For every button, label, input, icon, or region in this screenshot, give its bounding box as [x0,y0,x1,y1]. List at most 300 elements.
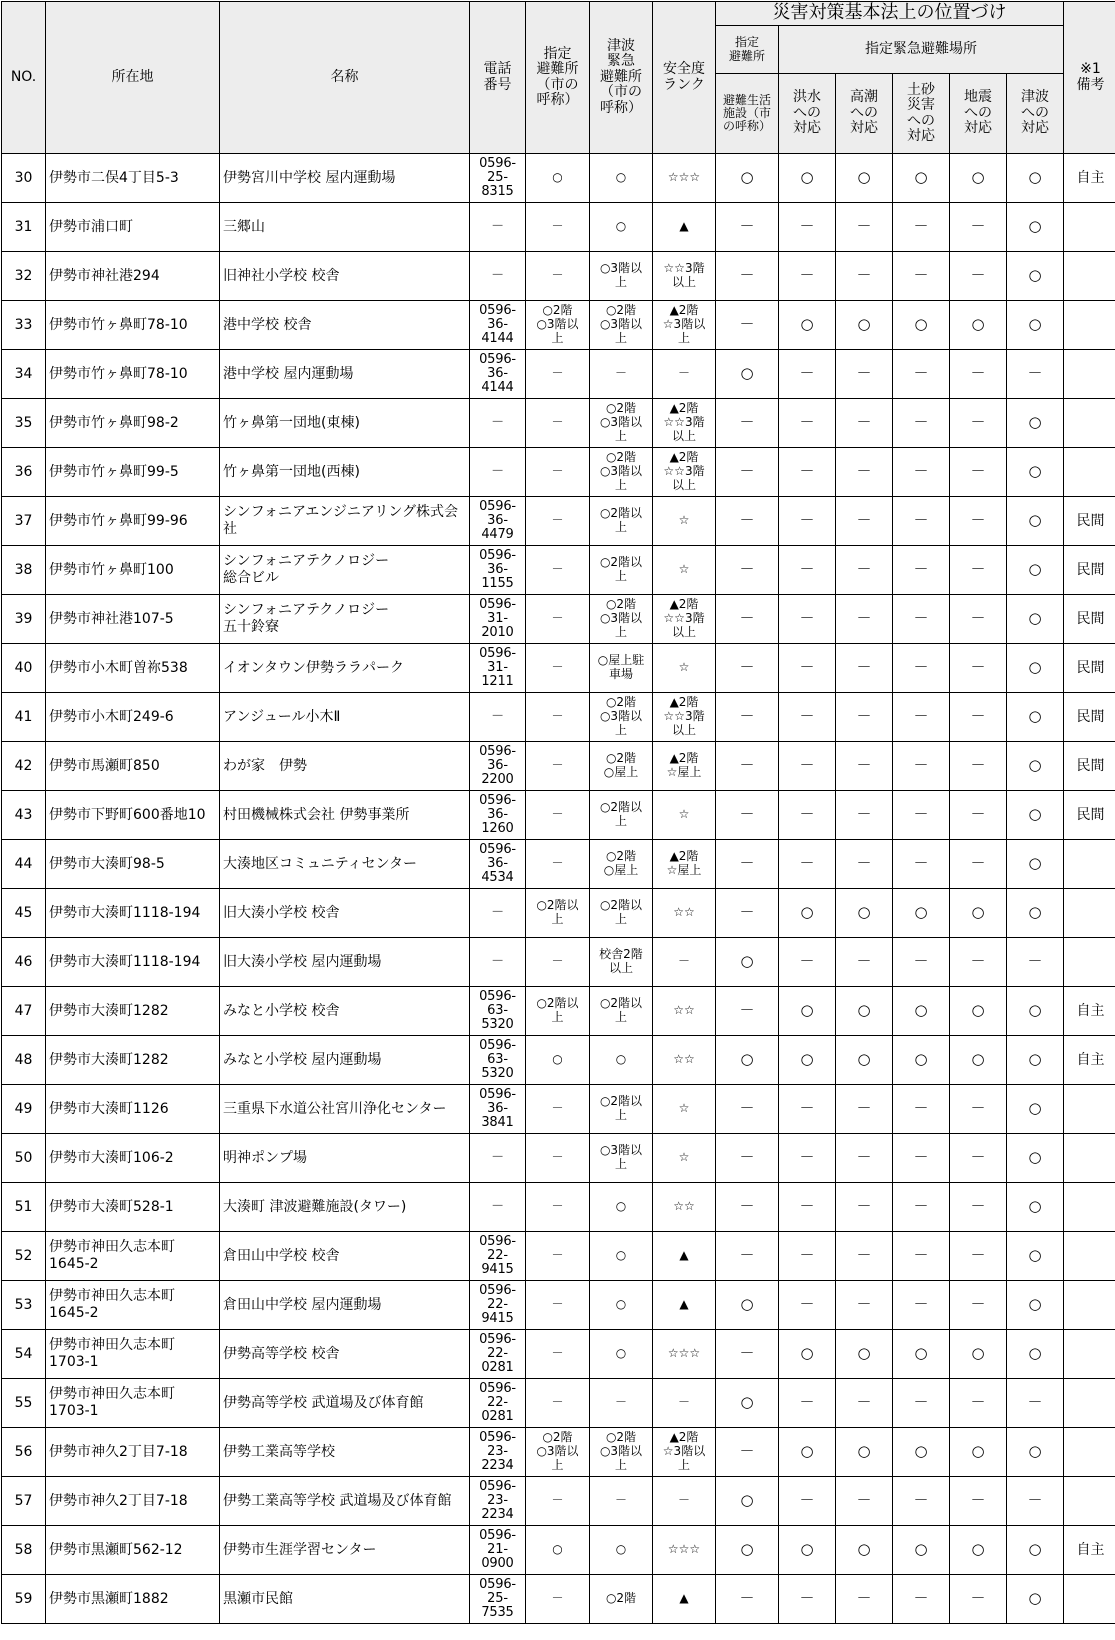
cell-notes: 民間 [1064,497,1115,546]
cell-landslide: － [893,644,950,693]
cell-tsunami-emergency: ○ [590,154,653,203]
cell-storm-surge: － [836,203,893,252]
cell-tsunami-emergency: ○ [590,1036,653,1085]
cell-safety-rank: ☆☆ [653,1036,716,1085]
cell-name: 伊勢高等学校 校舎 [220,1330,470,1379]
cell-earthquake: － [950,1575,1007,1624]
cell-flood: － [779,448,836,497]
cell-flood: － [779,1477,836,1526]
cell-tsunami-emergency: ○2階 ○屋上 [590,840,653,889]
cell-location: 伊勢市神田久志本町 1703-1 [46,1379,220,1428]
cell-name: 倉田山中学校 屋内運動場 [220,1281,470,1330]
cell-phone: 0596- 21- 0900 [470,1526,526,1575]
cell-no: 36 [2,448,46,497]
table-header [2,2,1115,154]
table-row [2,987,1115,1036]
table-row [2,1134,1115,1183]
cell-phone: － [470,693,526,742]
cell-living-facility: － [716,1330,779,1379]
table-row [2,1575,1115,1624]
table-row [2,938,1115,987]
cell-earthquake: － [950,203,1007,252]
cell-living-facility: ○ [716,1379,779,1428]
cell-name: 倉田山中学校 校舎 [220,1232,470,1281]
table-row [2,1526,1115,1575]
cell-name: 港中学校 校舎 [220,301,470,350]
cell-no: 30 [2,154,46,203]
cell-designated-shelter: － [526,448,590,497]
cell-name: 旧神社小学校 校舎 [220,252,470,301]
cell-notes: 民間 [1064,742,1115,791]
cell-notes: 自主 [1064,1036,1115,1085]
cell-location: 伊勢市小木町249-6 [46,693,220,742]
header-name: 名称 [220,2,470,154]
cell-no: 38 [2,546,46,595]
cell-phone: 0596- 23- 2234 [470,1428,526,1477]
cell-storm-surge: － [836,938,893,987]
table-row [2,693,1115,742]
cell-notes [1064,203,1115,252]
cell-location: 伊勢市馬瀬町850 [46,742,220,791]
cell-landslide: － [893,1085,950,1134]
cell-no: 50 [2,1134,46,1183]
cell-living-facility: － [716,889,779,938]
cell-notes [1064,840,1115,889]
cell-no: 31 [2,203,46,252]
cell-name: 竹ヶ鼻第一団地(西棟) [220,448,470,497]
cell-location: 伊勢市黒瀬町1882 [46,1575,220,1624]
cell-notes [1064,1575,1115,1624]
cell-tsunami: ○ [1007,644,1064,693]
cell-no: 48 [2,1036,46,1085]
cell-name: シンフォニアエンジニアリング株式会社 [220,497,470,546]
cell-storm-surge: － [836,399,893,448]
cell-earthquake: ○ [950,301,1007,350]
cell-storm-surge: ○ [836,1526,893,1575]
cell-safety-rank: ▲2階 ☆☆3階 以上 [653,693,716,742]
cell-earthquake: － [950,399,1007,448]
cell-notes: 自主 [1064,987,1115,1036]
cell-phone: 0596- 36- 1155 [470,546,526,595]
cell-phone: 0596- 36- 1260 [470,791,526,840]
cell-flood: － [779,497,836,546]
cell-notes: 自主 [1064,1526,1115,1575]
cell-safety-rank: ☆ [653,1085,716,1134]
cell-tsunami-emergency: － [590,1477,653,1526]
cell-location: 伊勢市黒瀬町562-12 [46,1526,220,1575]
table-row [2,595,1115,644]
cell-designated-shelter: － [526,1134,590,1183]
cell-notes [1064,252,1115,301]
cell-name: 大湊町 津波避難施設(タワー) [220,1183,470,1232]
cell-tsunami-emergency: ○2階 [590,1575,653,1624]
cell-earthquake: － [950,1232,1007,1281]
cell-location: 伊勢市神田久志本町 1645-2 [46,1281,220,1330]
cell-safety-rank: － [653,1477,716,1526]
cell-living-facility: － [716,840,779,889]
cell-safety-rank: ▲2階 ☆3階以 上 [653,301,716,350]
cell-landslide: ○ [893,889,950,938]
cell-name: 三郷山 [220,203,470,252]
header-law-position: 災害対策基本法上の位置づけ [716,2,1064,26]
cell-no: 55 [2,1379,46,1428]
table-row [2,546,1115,595]
cell-safety-rank: ▲2階 ☆屋上 [653,840,716,889]
cell-earthquake: － [950,1183,1007,1232]
cell-earthquake: － [950,497,1007,546]
header-emergency-evac: 指定緊急避難場所 [779,26,1064,74]
cell-designated-shelter: － [526,1477,590,1526]
cell-no: 54 [2,1330,46,1379]
cell-notes [1064,1183,1115,1232]
cell-storm-surge: － [836,1379,893,1428]
table-row [2,1232,1115,1281]
cell-no: 41 [2,693,46,742]
cell-landslide: － [893,1232,950,1281]
cell-phone: － [470,399,526,448]
cell-flood: ○ [779,987,836,1036]
cell-tsunami-emergency: ○ [590,1281,653,1330]
cell-landslide: － [893,693,950,742]
cell-tsunami: － [1007,1477,1064,1526]
cell-living-facility: － [716,546,779,595]
cell-storm-surge: － [836,497,893,546]
cell-tsunami: ○ [1007,546,1064,595]
cell-tsunami: ○ [1007,154,1064,203]
cell-tsunami: ○ [1007,742,1064,791]
cell-tsunami-emergency: ○ [590,1526,653,1575]
cell-location: 伊勢市竹ヶ鼻町78-10 [46,350,220,399]
cell-storm-surge: － [836,644,893,693]
cell-notes [1064,1134,1115,1183]
cell-living-facility: － [716,497,779,546]
cell-living-facility: － [716,1575,779,1624]
header-living-facility: 避難生活 施設（市 の呼称） [716,74,779,154]
cell-earthquake: ○ [950,1428,1007,1477]
cell-storm-surge: － [836,546,893,595]
cell-phone: 0596- 25- 8315 [470,154,526,203]
cell-flood: － [779,546,836,595]
cell-safety-rank: ▲2階 ☆☆3階 以上 [653,448,716,497]
table-row [2,448,1115,497]
cell-no: 39 [2,595,46,644]
cell-name: 竹ヶ鼻第一団地(東棟) [220,399,470,448]
cell-storm-surge: － [836,791,893,840]
cell-location: 伊勢市神田久志本町 1703-1 [46,1330,220,1379]
table-row [2,301,1115,350]
cell-tsunami-emergency: ○屋上駐 車場 [590,644,653,693]
cell-no: 37 [2,497,46,546]
cell-storm-surge: ○ [836,987,893,1036]
cell-designated-shelter: － [526,693,590,742]
cell-landslide: － [893,252,950,301]
cell-safety-rank: ☆☆3階 以上 [653,252,716,301]
cell-notes [1064,1477,1115,1526]
cell-phone: － [470,938,526,987]
table-row [2,1477,1115,1526]
cell-landslide: － [893,448,950,497]
cell-tsunami: ○ [1007,791,1064,840]
cell-no: 43 [2,791,46,840]
cell-tsunami: － [1007,938,1064,987]
cell-flood: ○ [779,889,836,938]
cell-phone: － [470,203,526,252]
cell-safety-rank: ☆☆☆ [653,154,716,203]
cell-storm-surge: － [836,693,893,742]
cell-earthquake: － [950,644,1007,693]
cell-tsunami: ○ [1007,693,1064,742]
cell-designated-shelter: ○2階 ○3階以 上 [526,1428,590,1477]
cell-living-facility: ○ [716,1036,779,1085]
cell-tsunami-emergency: ○2階以 上 [590,791,653,840]
cell-flood: － [779,1281,836,1330]
cell-no: 47 [2,987,46,1036]
cell-name: 伊勢高等学校 武道場及び体育館 [220,1379,470,1428]
cell-landslide: － [893,938,950,987]
header-landslide: 土砂 災害 への 対応 [893,74,950,154]
cell-landslide: － [893,1183,950,1232]
cell-location: 伊勢市二俣4丁目5-3 [46,154,220,203]
cell-tsunami: ○ [1007,1036,1064,1085]
cell-living-facility: － [716,301,779,350]
cell-earthquake: － [950,693,1007,742]
cell-landslide: － [893,546,950,595]
cell-safety-rank: － [653,1379,716,1428]
cell-tsunami: ○ [1007,595,1064,644]
cell-tsunami: ○ [1007,1428,1064,1477]
cell-landslide: － [893,497,950,546]
cell-landslide: ○ [893,1526,950,1575]
table-row [2,1183,1115,1232]
cell-earthquake: － [950,1134,1007,1183]
cell-designated-shelter: － [526,1085,590,1134]
cell-notes: 民間 [1064,644,1115,693]
cell-location: 伊勢市竹ヶ鼻町100 [46,546,220,595]
cell-storm-surge: － [836,1477,893,1526]
cell-landslide: ○ [893,987,950,1036]
cell-storm-surge: － [836,252,893,301]
cell-name: 黒瀬市民館 [220,1575,470,1624]
cell-flood: － [779,1232,836,1281]
cell-location: 伊勢市竹ヶ鼻町78-10 [46,301,220,350]
cell-landslide: － [893,595,950,644]
table-row [2,644,1115,693]
cell-name: 明神ポンプ場 [220,1134,470,1183]
cell-flood: － [779,644,836,693]
cell-safety-rank: ▲ [653,1281,716,1330]
cell-storm-surge: ○ [836,1428,893,1477]
cell-location: 伊勢市浦口町 [46,203,220,252]
cell-flood: － [779,1575,836,1624]
cell-tsunami: ○ [1007,301,1064,350]
cell-earthquake: ○ [950,1036,1007,1085]
cell-tsunami-emergency: － [590,1379,653,1428]
header-storm-surge: 高潮 への 対応 [836,74,893,154]
cell-landslide: ○ [893,1330,950,1379]
evacuation-shelter-table [1,1,1115,1624]
cell-no: 56 [2,1428,46,1477]
cell-earthquake: － [950,448,1007,497]
cell-earthquake: ○ [950,987,1007,1036]
cell-storm-surge: － [836,1183,893,1232]
cell-phone: 0596- 36- 4479 [470,497,526,546]
cell-living-facility: － [716,1134,779,1183]
cell-notes [1064,399,1115,448]
cell-living-facility: － [716,987,779,1036]
cell-phone: 0596- 63- 5320 [470,987,526,1036]
cell-no: 40 [2,644,46,693]
header-safety-rank: 安全度 ランク [653,2,716,154]
cell-designated-shelter: － [526,399,590,448]
cell-storm-surge: － [836,1575,893,1624]
cell-landslide: － [893,1281,950,1330]
cell-living-facility: ○ [716,938,779,987]
cell-landslide: － [893,1134,950,1183]
cell-tsunami: ○ [1007,889,1064,938]
table-row [2,742,1115,791]
cell-phone: － [470,448,526,497]
cell-location: 伊勢市大湊町98-5 [46,840,220,889]
cell-earthquake: － [950,1085,1007,1134]
cell-landslide: ○ [893,1036,950,1085]
cell-tsunami: ○ [1007,1330,1064,1379]
cell-earthquake: － [950,350,1007,399]
cell-storm-surge: ○ [836,1330,893,1379]
table-row [2,1330,1115,1379]
cell-tsunami-emergency: ○ [590,1183,653,1232]
cell-earthquake: － [950,252,1007,301]
cell-tsunami: ○ [1007,252,1064,301]
cell-tsunami-emergency: ○2階 ○3階以 上 [590,595,653,644]
cell-tsunami-emergency: ○3階以 上 [590,252,653,301]
cell-flood: ○ [779,1526,836,1575]
cell-flood: － [779,203,836,252]
cell-tsunami-emergency: ○2階 ○3階以 上 [590,399,653,448]
cell-tsunami: ○ [1007,1526,1064,1575]
cell-living-facility: － [716,644,779,693]
cell-tsunami-emergency: ○ [590,203,653,252]
cell-designated-shelter: ○2階以 上 [526,889,590,938]
cell-designated-shelter: － [526,742,590,791]
cell-name: シンフォニアテクノロジー 五十鈴寮 [220,595,470,644]
cell-notes [1064,350,1115,399]
cell-no: 51 [2,1183,46,1232]
cell-safety-rank: ▲2階 ☆3階以 上 [653,1428,716,1477]
cell-tsunami-emergency: ○2階 ○3階以 上 [590,448,653,497]
cell-living-facility: － [716,1183,779,1232]
cell-no: 53 [2,1281,46,1330]
cell-flood: － [779,252,836,301]
cell-earthquake: ○ [950,889,1007,938]
header-designated-shelter: 指定 避難所 （市の 呼称） [526,2,590,154]
table-row [2,840,1115,889]
cell-designated-shelter: － [526,1232,590,1281]
cell-flood: － [779,350,836,399]
cell-safety-rank: ▲ [653,1232,716,1281]
cell-safety-rank: ▲ [653,203,716,252]
cell-tsunami: ○ [1007,1281,1064,1330]
table-row [2,252,1115,301]
cell-phone: 0596- 22- 9415 [470,1281,526,1330]
header-location: 所在地 [46,2,220,154]
cell-name: 伊勢工業高等学校 武道場及び体育館 [220,1477,470,1526]
cell-storm-surge: ○ [836,889,893,938]
cell-storm-surge: － [836,742,893,791]
cell-tsunami-emergency: ○2階 ○屋上 [590,742,653,791]
cell-earthquake: － [950,938,1007,987]
cell-safety-rank: ☆ [653,1134,716,1183]
cell-phone: 0596- 22- 9415 [470,1232,526,1281]
cell-name: アンジュール小木Ⅱ [220,693,470,742]
cell-notes: 民間 [1064,546,1115,595]
cell-earthquake: － [950,1281,1007,1330]
cell-phone: － [470,1134,526,1183]
cell-location: 伊勢市竹ヶ鼻町99-96 [46,497,220,546]
cell-earthquake: ○ [950,1330,1007,1379]
cell-safety-rank: ▲ [653,1575,716,1624]
cell-storm-surge: － [836,350,893,399]
cell-tsunami-emergency: ○2階 ○3階以 上 [590,1428,653,1477]
cell-storm-surge: ○ [836,154,893,203]
cell-notes [1064,1085,1115,1134]
cell-designated-shelter: ○2階以 上 [526,987,590,1036]
cell-notes: 民間 [1064,693,1115,742]
cell-living-facility: － [716,448,779,497]
cell-no: 34 [2,350,46,399]
cell-no: 52 [2,1232,46,1281]
table-row [2,889,1115,938]
cell-no: 42 [2,742,46,791]
cell-tsunami: ○ [1007,1134,1064,1183]
cell-flood: － [779,742,836,791]
cell-safety-rank: ☆☆ [653,987,716,1036]
cell-safety-rank: ☆ [653,644,716,693]
cell-tsunami: ○ [1007,1575,1064,1624]
cell-tsunami: ○ [1007,399,1064,448]
cell-flood: － [779,1134,836,1183]
cell-location: 伊勢市竹ヶ鼻町99-5 [46,448,220,497]
cell-landslide: － [893,350,950,399]
cell-flood: － [779,840,836,889]
cell-living-facility: － [716,203,779,252]
cell-location: 伊勢市神田久志本町 1645-2 [46,1232,220,1281]
cell-tsunami-emergency: ○2階以 上 [590,987,653,1036]
cell-designated-shelter: － [526,252,590,301]
cell-designated-shelter: ○ [526,1526,590,1575]
cell-landslide: － [893,1575,950,1624]
cell-tsunami-emergency: － [590,350,653,399]
cell-tsunami-emergency: ○2階 ○3階以 上 [590,301,653,350]
cell-safety-rank: ▲2階 ☆☆3階 以上 [653,595,716,644]
header-flood: 洪水 への 対応 [779,74,836,154]
cell-tsunami-emergency: ○2階以 上 [590,889,653,938]
cell-location: 伊勢市神久2丁目7-18 [46,1477,220,1526]
cell-tsunami-emergency: ○2階以 上 [590,1085,653,1134]
cell-no: 44 [2,840,46,889]
cell-designated-shelter: － [526,350,590,399]
cell-phone: 0596- 36- 2200 [470,742,526,791]
cell-tsunami: － [1007,350,1064,399]
cell-phone: － [470,252,526,301]
cell-phone: 0596- 25- 7535 [470,1575,526,1624]
cell-designated-shelter: ○ [526,1036,590,1085]
cell-living-facility: ○ [716,154,779,203]
cell-location: 伊勢市竹ヶ鼻町98-2 [46,399,220,448]
cell-name: わが家 伊勢 [220,742,470,791]
cell-safety-rank: ☆☆ [653,1183,716,1232]
cell-safety-rank: ☆ [653,791,716,840]
cell-phone: 0596- 31- 1211 [470,644,526,693]
